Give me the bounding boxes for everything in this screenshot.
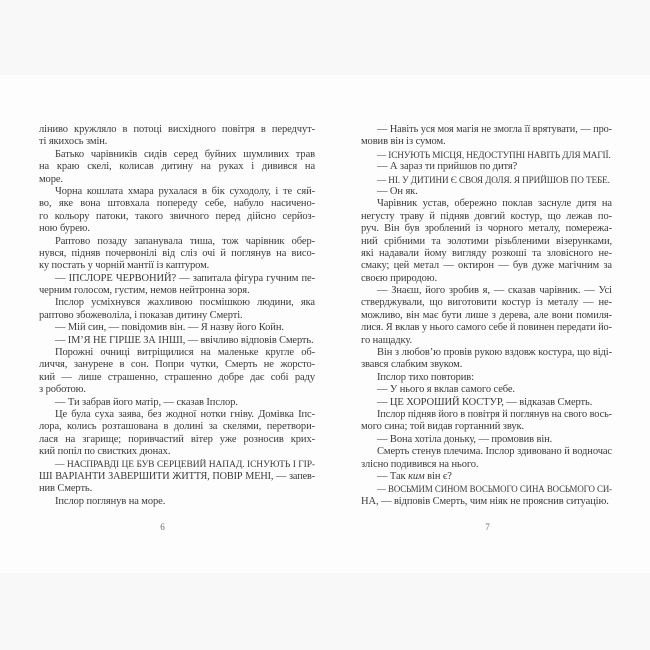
page-number-left: 6 bbox=[160, 522, 165, 532]
page-left-text bbox=[39, 124, 315, 508]
text-line: — Так ким він є? bbox=[377, 470, 452, 482]
text-line: стверджували, що виготовити костур із металу — не- bbox=[361, 297, 612, 309]
text-line: — ІСНУЮТЬ МІСЦЯ, НЕДОСТУПНІ НАВІТЬ ДЛЯ МАГІЇ. bbox=[377, 149, 611, 160]
text-line: з роботою. bbox=[39, 384, 86, 396]
text-line: руч. Він був зроблений із чорного металу, помережа- bbox=[361, 223, 612, 235]
text-line: мого сина; той видав гортанний звук. bbox=[361, 421, 525, 433]
text-line: — ЦЕ ХОРОШИЙ КОСТУР, — відказав Смерть. bbox=[377, 396, 593, 408]
page-number-right: 7 bbox=[485, 522, 490, 532]
text-line: НА, — відповів Смерть, чим ніяк не прояснив ситуацію. bbox=[361, 495, 609, 507]
text-line: ліниво кружляло в потоці висхідного повітря в передчут- bbox=[39, 124, 315, 135]
text-line: черним голосом, густим, немов нейтронна зоря. bbox=[39, 285, 250, 297]
text-line: лора, колись розташована в долині за скелями, перетвори- bbox=[39, 421, 315, 433]
text-line: Смерть стенув плечима. Іпслор здивовано й водночас bbox=[377, 446, 612, 458]
text-line: Порожні очниці витріщилися на маленьке кругле об- bbox=[55, 347, 315, 359]
text-line: — У нього я вклав самого себе. bbox=[377, 384, 515, 396]
text-line: Іпслор підняв його в повітря й поглянув на свого вось- bbox=[377, 408, 612, 420]
text-line: які надавали йому вигляду розкоші та зловісного не- bbox=[361, 247, 612, 259]
text-line: — Вона хотіла доньку, — промовив він. bbox=[377, 433, 553, 445]
text-line: го нащадку. bbox=[361, 334, 412, 346]
text-line: можливо, він має бути лише з дерева, але вони помиля- bbox=[361, 309, 612, 321]
text-line: личчя, занурене в сон. Попри чутки, Смерть не жорсто- bbox=[39, 359, 315, 371]
text-line: Чорна кошлата хмара рухалася в бік суходолу, і те сяй- bbox=[55, 185, 315, 197]
text-line: злісно подивився на нього. bbox=[361, 458, 479, 470]
text-line: Раптово позаду запанувала тиша, тож чарівник обер- bbox=[55, 235, 315, 247]
text-line: лася на згарище; поривчастий вітер уже розносив крих- bbox=[39, 433, 315, 445]
text-line: ку постать у чорній мантії із каптуром. bbox=[39, 260, 210, 272]
text-line: кий попіл по свистких дюнах. bbox=[39, 446, 171, 458]
text-line: ний срібними та золотими різьбленими візерунками, bbox=[361, 235, 612, 247]
text-line: своєю природою. bbox=[361, 272, 438, 284]
text-line: Іпслор тихо повторив: bbox=[377, 371, 474, 383]
text-line: — Он як. bbox=[377, 185, 418, 197]
text-line: — Навіть уся моя магія не змогла її врятувати, — про- bbox=[377, 124, 612, 135]
text-line: — ВОСЬМИМ СИНОМ ВОСЬМОГО СИНА ВОСЬМОГО СИ- bbox=[377, 484, 612, 495]
text-line: на краю скелі, колисав дитину на руках і дивився на bbox=[39, 161, 315, 173]
text-line: — Знаєш, його зробив я, — сказав чарівник. — Усі bbox=[377, 285, 612, 297]
text-line: кий — лише страшенно, страшенно добре дає собі раду bbox=[39, 371, 315, 383]
text-line: Іпслор усміхнувся жахливою посмішкою людини, яка bbox=[55, 297, 315, 309]
text-line: ШІ ВАРІАНТИ ЗАВЕРШИТИ ЖИТТЯ, ПОВІР МЕНІ, — запев- bbox=[39, 470, 315, 482]
text-line: — Ти забрав його матір, — сказав Іпслор. bbox=[55, 396, 238, 408]
text-line: Він з любов’ю провів рукою вздовж костура, що віді- bbox=[377, 347, 612, 359]
text-line: море. bbox=[39, 173, 63, 185]
text-line: ною бурею. bbox=[39, 223, 90, 235]
text-line: — НАСПРАВДІ ЦЕ БУВ СЕРЦЕВИЙ НАПАД. ІСНУЮТЬ І ГІР- bbox=[55, 459, 315, 470]
text-line: — Мій син, — повідомив він. — Я назву його Койн. bbox=[55, 322, 284, 334]
text-line: Чарівник устав, обережно поклав заснуле дитя на bbox=[377, 198, 612, 210]
page-left[interactable] bbox=[0, 75, 325, 573]
text-line: — А зараз ти прийшов по дитя? bbox=[377, 161, 518, 173]
page-right[interactable] bbox=[325, 75, 650, 573]
text-line: нувся, підняв почервонілі від сліз очі й поглянув на висо- bbox=[39, 247, 315, 259]
text-line: го кольору патоки, такого звичного перед дійсно серйоз- bbox=[39, 210, 315, 222]
text-line: — ІПСЛОРЕ ЧЕРВОНИЙ? — запитала фігура гучним пе- bbox=[55, 272, 315, 284]
text-line: ті якихось змін. bbox=[39, 136, 108, 148]
text-line: — ІМ’Я НЕ ГІРШЕ ЗА ІНШІ, — ввічливо відповів Смерть. bbox=[55, 334, 314, 346]
text-line: мовив він із сумом. bbox=[361, 136, 446, 148]
text-line: раптово збожеволіла, і показав дитину Смерті. bbox=[39, 309, 243, 321]
text-line: звався слабким звуком. bbox=[361, 359, 463, 371]
text-line: — НІ. У ДИТИНИ Є СВОЯ ДОЛЯ. Я ПРИЙШОВ ПО ТЕБЕ. bbox=[377, 174, 610, 185]
text-line: Батько чарівників сидів серед буйних шумливих трав bbox=[55, 148, 315, 160]
text-line: негусту траву й підняв довгий костур, що лежав по- bbox=[361, 210, 612, 222]
page-right-text bbox=[361, 124, 612, 508]
text-line: во, яке вона штовхала попереду себе, набуло насичено- bbox=[39, 198, 315, 210]
text-line: Це була суха заява, без жодної нотки гніву. Домівка Іпс- bbox=[55, 408, 315, 420]
text-line: лися. Я вклав у нього самого себе й повинен передати йо- bbox=[361, 322, 612, 334]
page-spread bbox=[0, 75, 650, 573]
text-line: Іпслор поглянув на море. bbox=[55, 495, 166, 507]
text-line: смаку; цей метал — октирон — був дуже магічним за bbox=[361, 260, 612, 272]
text-line: нив Смерть. bbox=[39, 483, 93, 495]
